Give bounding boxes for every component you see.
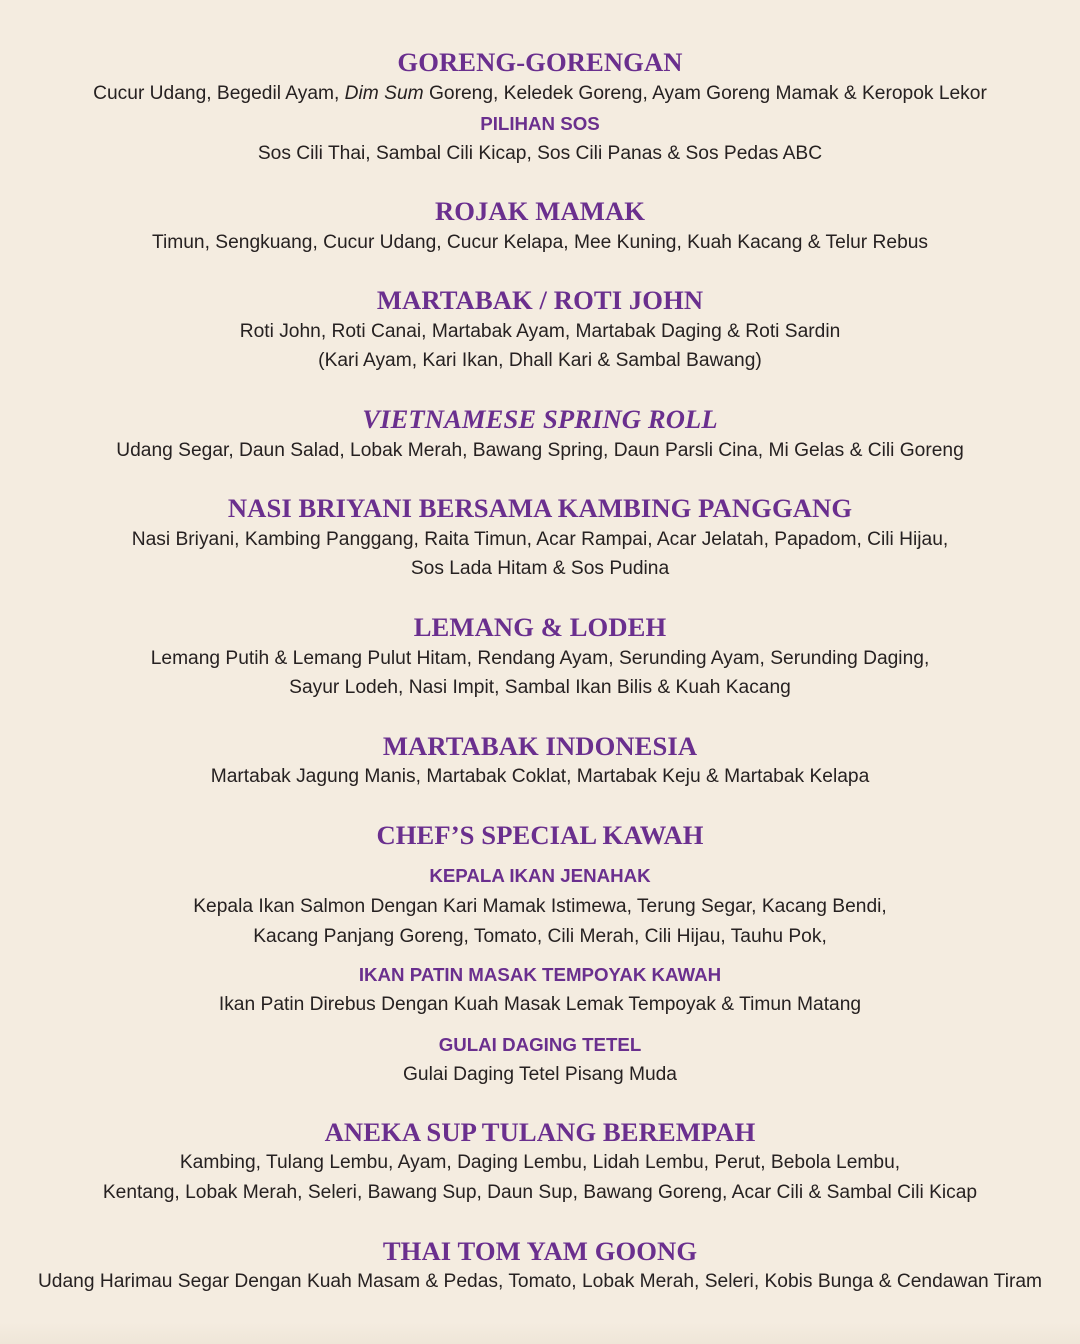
section-title-lemang-lodeh: LEMANG & LODEH [413,612,667,642]
subsection-title-gulai-daging-tetel: GULAI DAGING TETEL [438,1034,642,1055]
goreng-items [0,81,1080,107]
pilihan-sos-items: Sos Cili Thai, Sambal Cili Kicap, Sos Cili Panas & Sos Pedas ABC [257,143,823,164]
section-title-vietnamese-spring-roll: VIETNAMESE SPRING ROLL [362,404,718,434]
section-title-martabak-indonesia: MARTABAK INDONESIA [382,731,698,761]
spring-roll-items: Udang Segar, Daun Salad, Lobak Merah, Bawang Spring, Daun Parsli Cina, Mi Gelas & Cili Goreng [116,440,964,461]
martabak-roti-john-items-line2: (Kari Ayam, Kari Ikan, Dhall Kari & Sambal Bawang) [318,350,762,371]
section-title-martabak-roti-john: MARTABAK / ROTI JOHN [376,285,704,315]
aneka-sup-items-line2: Kentang, Lobak Merah, Seleri, Bawang Sup, Daun Sup, Bawang Goreng, Acar Cili & Sambal Cili Kicap [102,1182,978,1203]
nasi-briyani-items-line2: Sos Lada Hitam & Sos Pudina [410,558,670,579]
goreng-items-post: Goreng, Keledek Goreng, Ayam Goreng Mamak & Keropok Lekor [423,83,987,104]
subsection-title-pilihan-sos: PILIHAN SOS [480,113,600,134]
section-title-aneka-sup-tulang: ANEKA SUP TULANG BEREMPAH [324,1117,756,1147]
rojak-mamak-items: Timun, Sengkuang, Cucur Udang, Cucur Kelapa, Mee Kuning, Kuah Kacang & Telur Rebus [151,232,929,253]
aneka-sup-items-line1: Kambing, Tulang Lembu, Ayam, Daging Lembu, Lidah Lembu, Perut, Bebola Lembu, [179,1152,901,1173]
martabak-roti-john-items-line1: Roti John, Roti Canai, Martabak Ayam, Martabak Daging & Roti Sardin [239,321,841,342]
kepala-ikan-items-line2: Kacang Panjang Goreng, Tomato, Cili Merah, Cili Hijau, Tauhu Pok, [253,926,827,947]
martabak-indonesia-items: Martabak Jagung Manis, Martabak Coklat, Martabak Keju & Martabak Kelapa [210,766,870,787]
goreng-items-pre: Cucur Udang, Begedil Ayam, [93,83,345,104]
kepala-ikan-items-line1: Kepala Ikan Salmon Dengan Kari Mamak Istimewa, Terung Segar, Kacang Bendi, [193,896,887,917]
section-title-goreng-gorengan: GORENG-GORENGAN [397,47,683,77]
tom-yam-items: Udang Harimau Segar Dengan Kuah Masam & Pedas, Tomato, Lobak Merah, Seleri, Kobis Bunga & Cendawan Tiram [37,1271,1043,1292]
section-title-nasi-briyani: NASI BRIYANI BERSAMA KAMBING PANGGANG [227,493,853,523]
section-title-rojak-mamak: ROJAK MAMAK [434,196,646,226]
section-title-chefs-special-kawah: CHEF’S SPECIAL KAWAH [376,820,704,850]
goreng-items-dim-sum: Dim Sum [344,83,424,104]
nasi-briyani-items-line1: Nasi Briyani, Kambing Panggang, Raita Timun, Acar Rampai, Acar Jelatah, Papadom, Cili Hijau, [131,529,949,550]
lemang-lodeh-items-line1: Lemang Putih & Lemang Pulut Hitam, Rendang Ayam, Serunding Ayam, Serunding Daging, [150,648,930,669]
lemang-lodeh-items-line2: Sayur Lodeh, Nasi Impit, Sambal Ikan Bilis & Kuah Kacang [289,677,791,698]
subsection-title-kepala-ikan-jenahak: KEPALA IKAN JENAHAK [429,865,651,886]
ikan-patin-items: Ikan Patin Direbus Dengan Kuah Masak Lemak Tempoyak & Timun Matang [218,994,862,1015]
section-title-thai-tom-yam-goong: THAI TOM YAM GOONG [382,1236,698,1266]
bottom-shade [0,1322,1080,1344]
gulai-daging-tetel-items: Gulai Daging Tetel Pisang Muda [403,1064,677,1085]
subsection-title-ikan-patin: IKAN PATIN MASAK TEMPOYAK KAWAH [358,964,722,985]
